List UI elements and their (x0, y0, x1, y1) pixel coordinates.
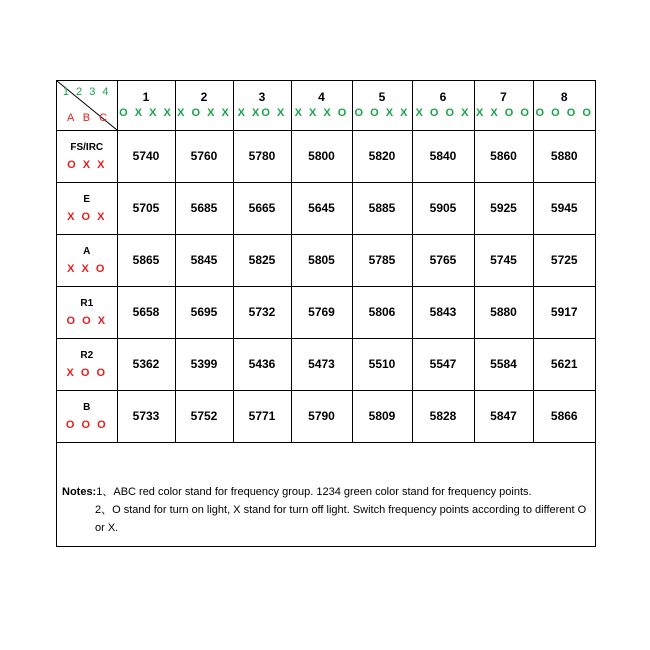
frequency-cell: 5547 (412, 338, 474, 390)
frequency-cell: 5825 (233, 234, 291, 286)
frequency-table (57, 81, 595, 443)
frequency-cell: 5745 (474, 234, 533, 286)
frequency-cell: 5785 (352, 234, 412, 286)
frequency-cell: 5885 (352, 182, 412, 234)
frequency-cell: 5765 (412, 234, 474, 286)
group-header (57, 338, 117, 390)
frequency-cell: 5733 (117, 390, 175, 442)
frequency-cell: 5732 (233, 286, 291, 338)
note-line-1 (62, 483, 592, 501)
group-pattern: O O O (65, 418, 108, 431)
frequency-cell: 5752 (175, 390, 233, 442)
group-header (57, 234, 117, 286)
column-pattern: O O O O (535, 107, 593, 120)
table-row (57, 130, 595, 182)
frequency-cell: 5725 (533, 234, 595, 286)
frequency-cell: 5665 (233, 182, 291, 234)
frequency-cell: 5621 (533, 338, 595, 390)
corner-cell (57, 81, 117, 130)
frequency-cell: 5925 (474, 182, 533, 234)
column-number: 2 (200, 90, 208, 105)
column-header (175, 81, 233, 130)
frequency-cell: 5809 (352, 390, 412, 442)
frequency-cell: 5760 (175, 130, 233, 182)
notes-section (62, 483, 592, 537)
column-pattern: X O O X (415, 107, 471, 120)
column-header (474, 81, 533, 130)
column-header (117, 81, 175, 130)
frequency-cell: 5840 (412, 130, 474, 182)
frequency-cell: 5510 (352, 338, 412, 390)
column-header (291, 81, 352, 130)
group-pattern: X X O (67, 262, 107, 275)
table-row (57, 390, 595, 442)
frequency-cell: 5917 (533, 286, 595, 338)
group-pattern: O X X (67, 158, 107, 171)
frequency-cell: 5805 (291, 234, 352, 286)
table-row (57, 182, 595, 234)
group-name: FS/IRC (70, 141, 104, 153)
note-line-2: 2、O stand for turn on light, X stand for turn off light. Switch frequency points according to different O or X. (95, 504, 587, 534)
frequency-cell: 5658 (117, 286, 175, 338)
frequency-cell: 5806 (352, 286, 412, 338)
column-pattern: X X X O (294, 107, 349, 120)
column-header (533, 81, 595, 130)
frequency-cell: 5705 (117, 182, 175, 234)
frequency-cell: 5820 (352, 130, 412, 182)
frequency-cell: 5845 (175, 234, 233, 286)
frequency-cell: 5866 (533, 390, 595, 442)
frequency-cell: 5362 (117, 338, 175, 390)
column-pattern: O O X X (354, 107, 410, 120)
group-header (57, 390, 117, 442)
frequency-cell: 5740 (117, 130, 175, 182)
frequency-cell: 5880 (474, 286, 533, 338)
frequency-cell: 5880 (533, 130, 595, 182)
column-pattern: O X X X (119, 107, 173, 120)
column-header (352, 81, 412, 130)
group-name: R2 (80, 349, 94, 361)
frequency-cell: 5843 (412, 286, 474, 338)
frequency-cell: 5769 (291, 286, 352, 338)
notes-label: Notes: (62, 486, 97, 498)
table-row (57, 338, 595, 390)
column-pattern: X O X X (177, 107, 231, 120)
table-row (57, 286, 595, 338)
frequency-table-frame (56, 80, 596, 547)
frequency-cell: 5399 (175, 338, 233, 390)
frequency-groups-label: A B C (67, 111, 111, 124)
column-number: 4 (318, 90, 325, 105)
frequency-cell: 5865 (117, 234, 175, 286)
frequency-cell: 5945 (533, 182, 595, 234)
frequency-cell: 5771 (233, 390, 291, 442)
group-header (57, 286, 117, 338)
frequency-cell: 5800 (291, 130, 352, 182)
note-text-1: 1、ABC red color stand for frequency group. 1234 green color stand for frequency points. (96, 486, 532, 498)
frequency-cell: 5685 (175, 182, 233, 234)
group-name: R1 (80, 297, 94, 309)
group-pattern: X O O (66, 366, 108, 379)
frequency-cell: 5860 (474, 130, 533, 182)
frequency-cell: 5790 (291, 390, 352, 442)
table-row (57, 234, 595, 286)
group-name: B (83, 401, 91, 413)
group-pattern: X O X (67, 210, 107, 223)
frequency-cell: 5645 (291, 182, 352, 234)
frequency-cell: 5847 (474, 390, 533, 442)
frequency-cell: 5473 (291, 338, 352, 390)
column-number: 6 (439, 90, 447, 105)
column-header (233, 81, 291, 130)
column-pattern: X X O O (476, 107, 531, 120)
column-number: 5 (378, 90, 386, 105)
frequency-cell: 5828 (412, 390, 474, 442)
column-number: 7 (500, 90, 507, 105)
column-number: 3 (258, 90, 266, 105)
group-name: E (83, 193, 91, 205)
frequency-cell: 5436 (233, 338, 291, 390)
column-header (412, 81, 474, 130)
group-pattern: O O X (66, 314, 108, 327)
group-header (57, 130, 117, 182)
group-header (57, 182, 117, 234)
frequency-points-label: 1 2 3 4 (62, 86, 111, 98)
frequency-cell: 5780 (233, 130, 291, 182)
header-row (57, 81, 595, 130)
column-pattern: X XO X (237, 107, 287, 120)
frequency-cell: 5584 (474, 338, 533, 390)
frequency-cell: 5905 (412, 182, 474, 234)
group-name: A (83, 245, 91, 257)
column-number: 1 (142, 90, 150, 105)
column-number: 8 (560, 90, 568, 105)
frequency-cell: 5695 (175, 286, 233, 338)
